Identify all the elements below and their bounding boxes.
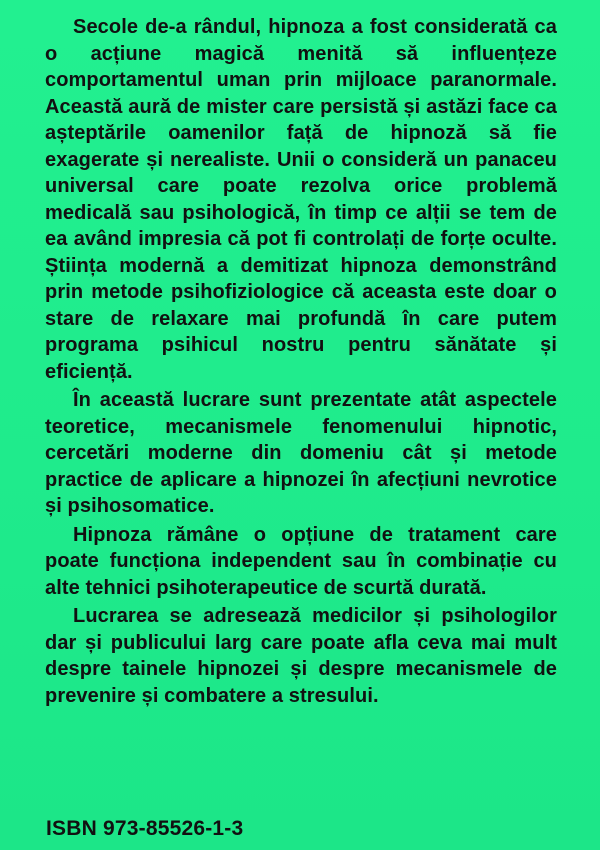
blurb-paragraph-2: În această lucrare sunt prezentate atât aspectele teoretice, mecanismele fenomenului hipnotic, cercetări moderne din domeniu cât și metode practice de aplicare a hipnozei în afecțiuni nevrotice și psihosomatice. [45, 389, 557, 517]
blurb-paragraph-4: Lucrarea se adresează medicilor și psihologilor dar și publicului larg care poate afla ceva mai mult despre tainele hipnozei și despre mecanismele de prevenire și combatere a stresului. [45, 605, 557, 707]
blurb-paragraph-1: Secole de-a rândul, hipnoza a fost considerată ca o acțiune magică menită să influențeze comportamentul uman prin mijloace paranormale. Această aură de mister care persistă și astăzi face ca așteptările oamenilor față de hipnoză să fie exagerate și nerealiste. Unii o consideră un panaceu universal care poate rezolva orice problemă medicală sau psihologică, în timp ce alții se tem de ea având impresia că pot fi controlați de forțe oculte. Știința modernă a demitizat hipnoza demonstrând prin metode psihofiziologice că aceasta este doar o stare de relaxare mai profundă în care putem programa psihicul nostru pentru sănătate și eficiență. [45, 16, 557, 383]
blurb-paragraph-3: Hipnoza rămâne o opțiune de tratament care poate funcționa independent sau în combinație cu alte tehnici psihoterapeutice de scurtă durată. [45, 523, 557, 599]
blurb-text [45, 14, 557, 709]
isbn-label: ISBN 973-85526-1-3 [46, 817, 244, 840]
